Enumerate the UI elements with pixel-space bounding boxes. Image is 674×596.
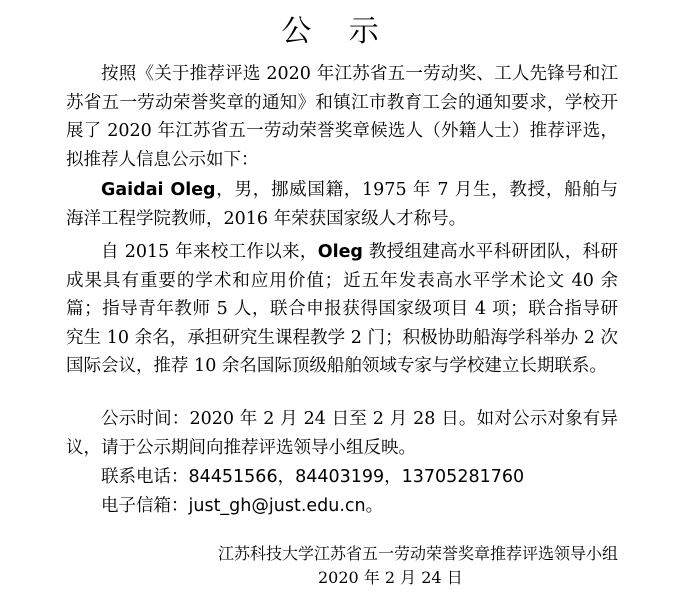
intro-paragraph: 按照《关于推荐评选 2020 年江苏省五一劳动奖、工人先锋号和江苏省五一劳动荣誉奖章的通知》和镇江市教育工会的通知要求，学校开展了 2020 年江苏省五一劳动荣誉奖章候选人（外籍人士）推荐评选，拟推荐人信息公示如下： — [66, 64, 618, 170]
candidate-name: Gaidai Oleg — [101, 180, 216, 200]
achievements-prefix: 自 2015 年来校工作以来， — [101, 242, 318, 262]
contact-phone-label: 联系电话： — [101, 467, 189, 487]
achievements-paragraph — [66, 238, 618, 381]
page-title: 公 示 — [281, 14, 393, 49]
contact-phone — [101, 463, 524, 491]
notice-period-paragraph: 公示时间：2020 年 2 月 24 日至 2 月 28 日。如对公示对象有异议，请于公示期间向推荐评选领导小组反映。 — [66, 409, 618, 458]
candidate-details: ，男，挪威国籍，1975 年 7 月生，教授，船舶与海洋工程学院教师，2016 年荣获国家级人才称号。 — [66, 180, 618, 229]
contact-email-end: 。 — [365, 496, 384, 516]
contact-email — [101, 492, 383, 520]
candidate-short-name: Oleg — [317, 242, 363, 262]
contact-email-label: 电子信箱： — [101, 496, 189, 516]
signature-organization: 江苏科技大学江苏省五一劳动荣誉奖章推荐评选领导小组 — [217, 544, 618, 563]
signature-date: 2020 年 2 月 24 日 — [318, 568, 463, 587]
contact-email-value: just_gh@just.edu.cn — [188, 496, 366, 516]
achievements-text: 教授组建高水平科研团队，科研成果具有重要的学术和应用价值；近五年发表高水平学术论文 40 余篇；指导青年教师 5 人，联合申报获得国家级项目 4 项；联合指导研究生 10 余名，承担研究生课程教学 2 门；积极协助船海学科举办 2 次国际会议，推荐 10 余名国际顶级船舶领域专家与学校建立长期联系。 — [66, 242, 619, 377]
candidate-paragraph — [66, 176, 618, 233]
contact-phone-value: 84451566，84403199，13705281760 — [188, 467, 525, 487]
